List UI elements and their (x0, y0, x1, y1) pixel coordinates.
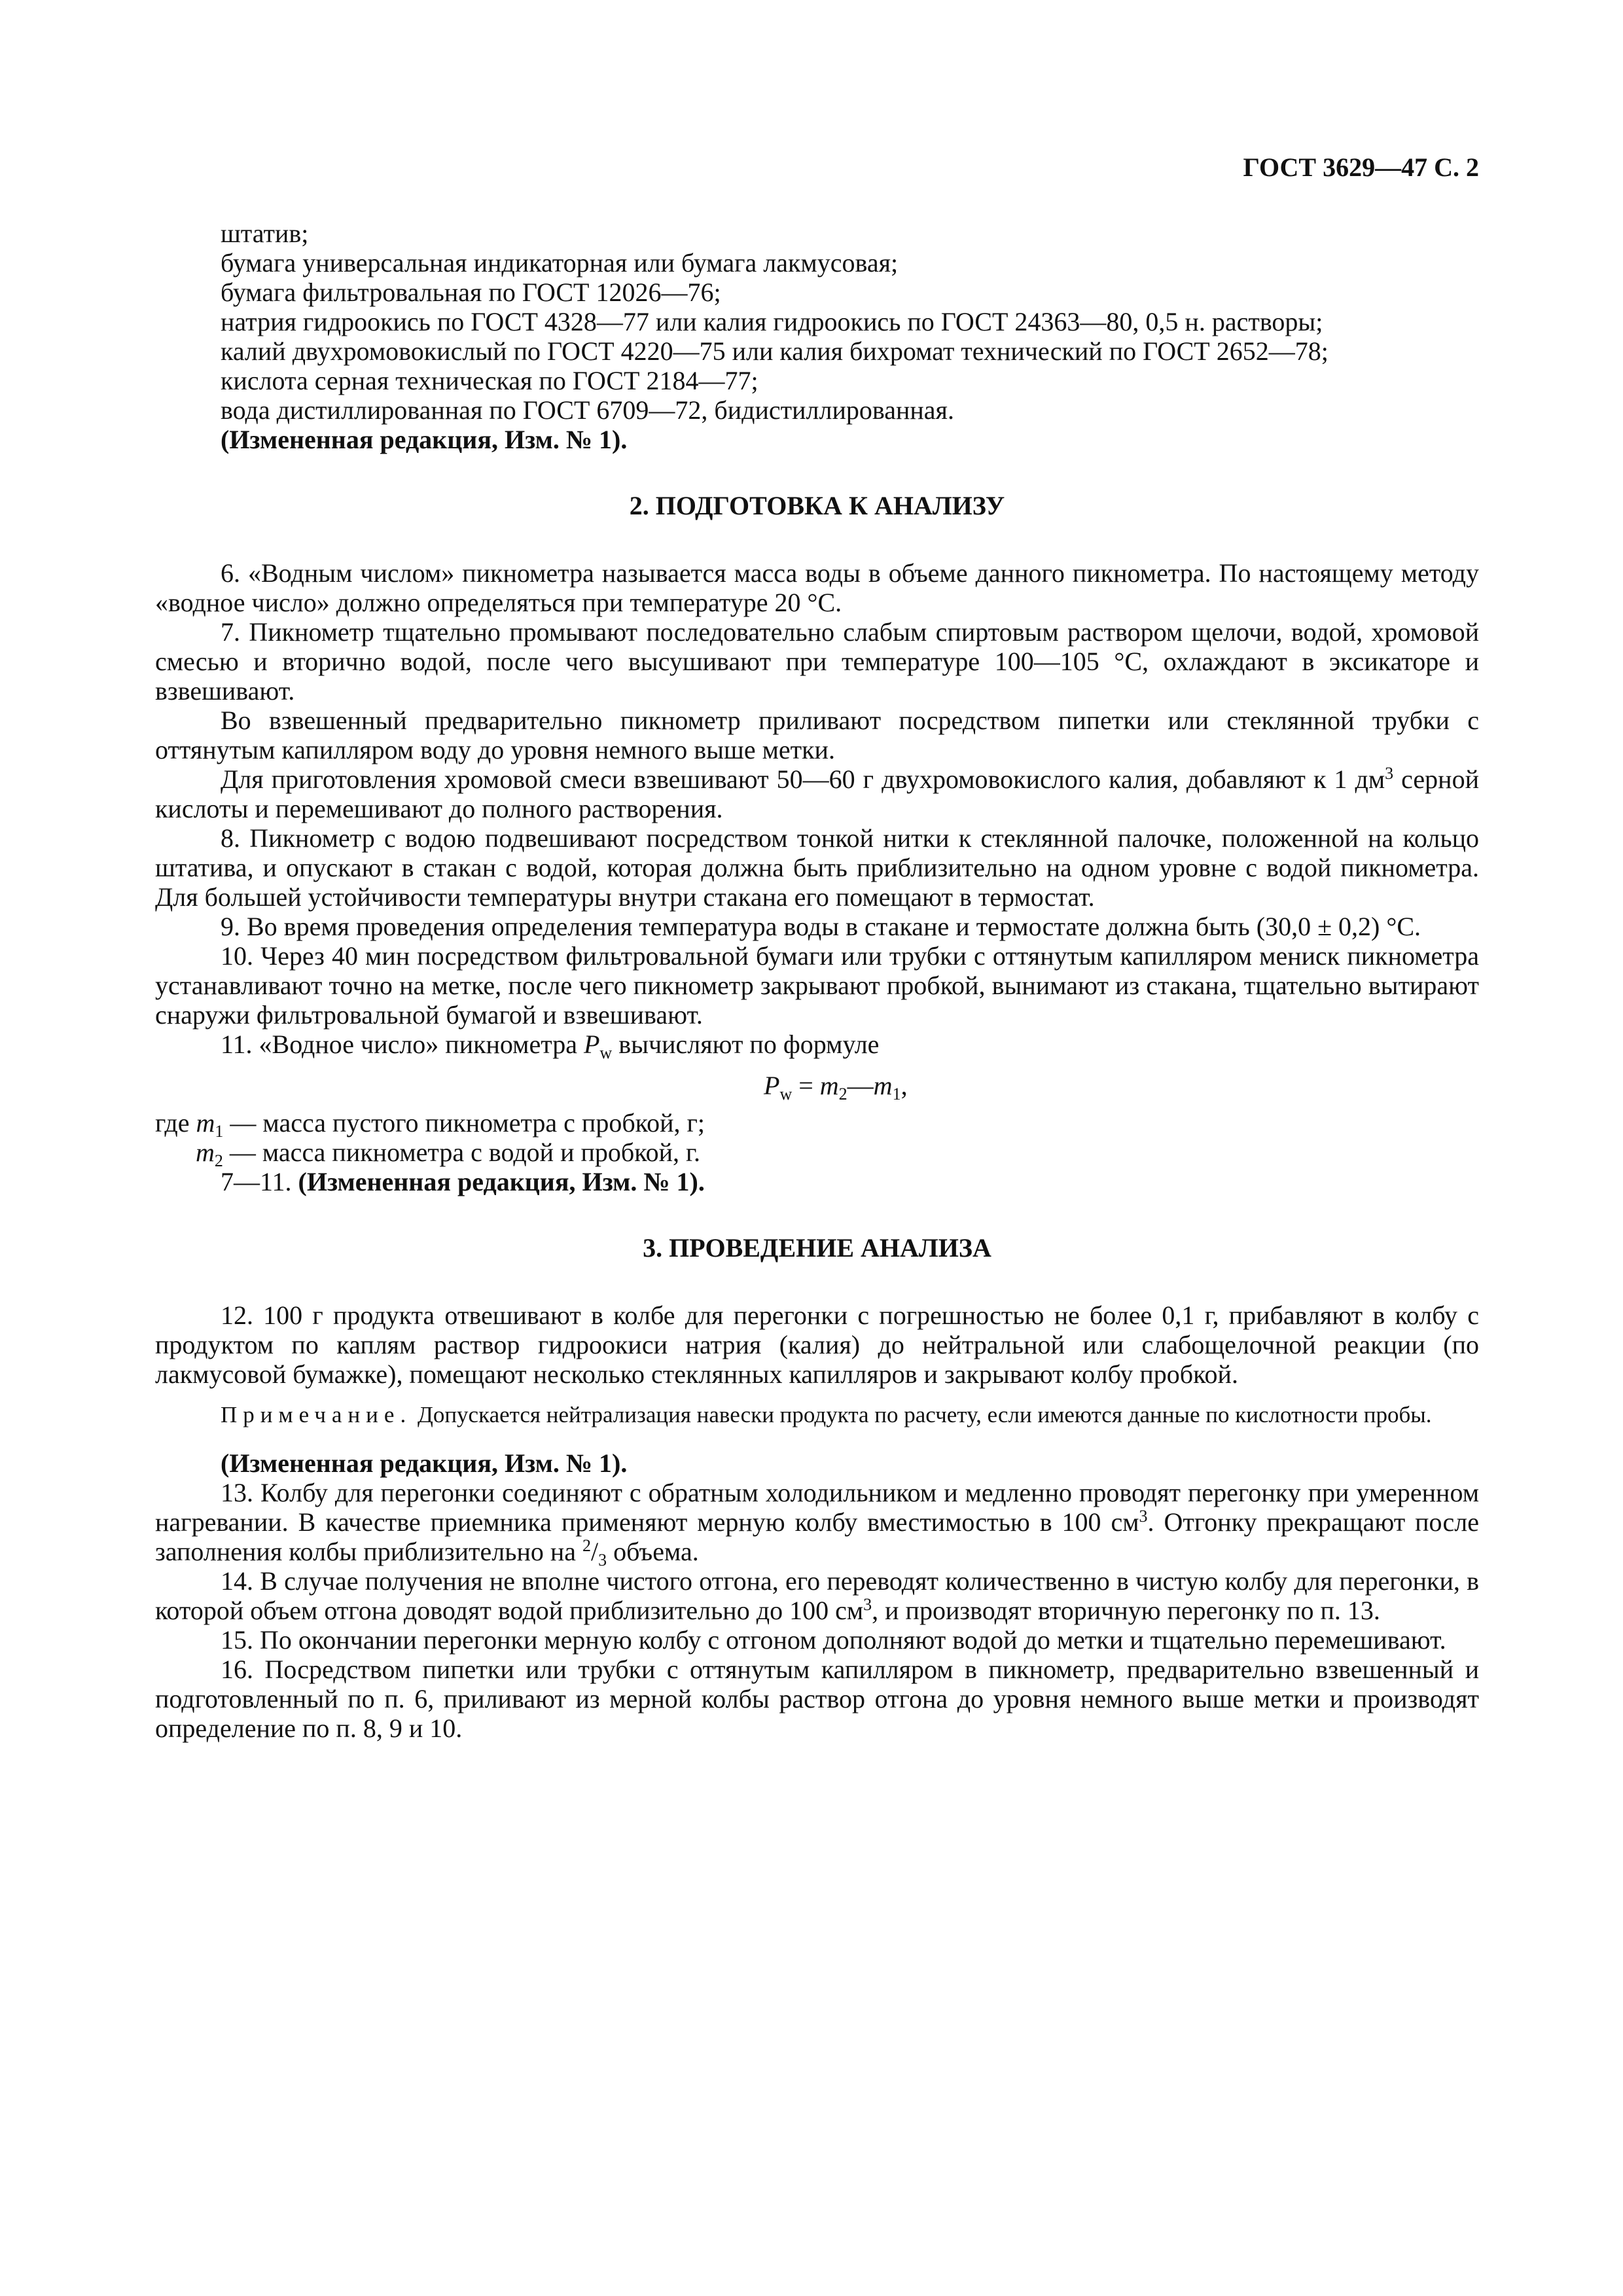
page-header: ГОСТ 3629—47 С. 2 (1243, 152, 1479, 182)
paragraph-13: 13. Колбу для перегонки соединяют с обратным холодильником и медленно проводят перегонку при умеренном нагревании. В качестве приемника применяют мерную колбу вместимостью в 100 $см^3$. Отгонку прекращают после заполнения колбы приблизительно на $^2/_3$ объема. (155, 1478, 1479, 1570)
section-title: 2. ПОДГОТОВКА К АНАЛИЗУ (629, 491, 1005, 520)
reagent-list (155, 219, 1479, 454)
formula-legend-m2: $m_2$ — масса пикнометра с водой и пробкой, г. (196, 1138, 700, 1170)
list-item: бумага фильтровальная по ГОСТ 12026—76; (221, 278, 721, 307)
paragraph-9: 9. Во время проведения определения температура воды в стакане и термостате должна быть (30,0 ± 0,2) °С. (221, 912, 1421, 941)
paragraph-14: 14. В случае получения не вполне чистого отгона, его переводят количественно в чистую колбу для перегонки, в которой объем отгона доводят водой приблизительно до 100 $см^3$, и производят вторичную перегонку по п. 13. (155, 1566, 1479, 1625)
change-note: (Измененная редакция, Изм. № 1). (221, 1448, 628, 1478)
list-item: бумага универсальная индикаторная или бумага лакмусовая; (221, 248, 899, 278)
paragraph-6: 6. «Водным числом» пикнометра называется масса воды в объеме данного пикнометра. По настоящему методу «водное число» должно определяться при температуре 20 °С. (155, 558, 1479, 617)
list-item: калий двухромовокислый по ГОСТ 4220—75 или калия бихромат технический по ГОСТ 2652—78; (221, 336, 1329, 366)
paragraph-10: 10. Через 40 мин посредством фильтровальной бумаги или трубки с оттянутым капилляром мениск пикнометра устанавливают точно на метке, после чего пикнометр закрывают пробкой, вынимают из стакана, тщательно вытирают снаружи фильтровальной бумагой и взвешивают. (155, 941, 1479, 1030)
paragraph-16: 16. Посредством пипетки или трубки с оттянутым капилляром в пикнометр, предварительно взвешенный и подготовленный по п. 6, приливают из мерной колбы раствор отгона до уровня немного выше метки и производят определение по п. 8, 9 и 10. (155, 1655, 1479, 1743)
change-note: (Измененная редакция, Изм. № 1). (221, 425, 628, 454)
paragraph-8: 8. Пикнометр с водою подвешивают посредством тонкой нитки к стеклянной палочке, положенной на кольцо штатива, и опускают в стакан с водой, которая должна быть приблизительно на одном уровне с водой пикнометра. Для большей устойчивости температуры внутри стакана его помещают в термостат. (155, 823, 1479, 912)
paragraph-12: 12. 100 г продукта отвешивают в колбе для перегонки с погрешностью не более 0,1 г, прибавляют в колбу с продуктом по каплям раствор гидроокиси натрия (калия) до нейтральной или слабощелочной реакции (по лакмусовой бумажке), помещают несколько стеклянных капилляров и закрывают колбу пробкой. (155, 1300, 1479, 1389)
list-item: кислота серная техническая по ГОСТ 2184—77; (221, 366, 758, 395)
paragraph-7b: Во взвешенный предварительно пикнометр приливают посредством пипетки или стеклянной трубки с оттянутым капилляром воду до уровня немного выше метки. (155, 706, 1479, 764)
list-item: натрия гидроокись по ГОСТ 4328—77 или калия гидроокись по ГОСТ 24363—80, 0,5 н. растворы; (221, 307, 1323, 336)
paragraph-11: 11. «Водное число» пикнометра $P_w$ вычисляют по формуле (221, 1030, 880, 1062)
section-title: 3. ПРОВЕДЕНИЕ АНАЛИЗА (643, 1233, 991, 1263)
formula-legend-m1: где $m_1$ — масса пустого пикнометра с пробкой, г; (155, 1108, 705, 1141)
change-note: 7—11. (Измененная редакция, Изм. № 1). (221, 1167, 705, 1196)
paragraph-7c: Для приготовления хромовой смеси взвешивают 50—60 г двухромовокислого калия, добавляют к 1 $дм^3$ серной кислоты и перемешивают до полного растворения. (155, 764, 1479, 823)
list-item: штатив; (221, 219, 309, 248)
note: Примечание. Допускается нейтрализация навески продукта по расчету, если имеются данные по кислотности пробы. (221, 1402, 1432, 1427)
paragraph-15: 15. По окончании перегонки мерную колбу с отгоном дополняют водой до метки и тщательно перемешивают. (221, 1625, 1446, 1655)
formula: $P_w$ = $m_2—m_1$, (764, 1071, 908, 1103)
list-item: вода дистиллированная по ГОСТ 6709—72, бидистиллированная. (221, 395, 954, 425)
paragraph-7: 7. Пикнометр тщательно промывают последовательно слабым спиртовым раствором щелочи, водой, хромовой смесью и вторично водой, после чего высушивают при температуре 100—105 °С, охлаждают в эксикаторе и взвешивают. (155, 617, 1479, 706)
document-page (155, 151, 1479, 1743)
